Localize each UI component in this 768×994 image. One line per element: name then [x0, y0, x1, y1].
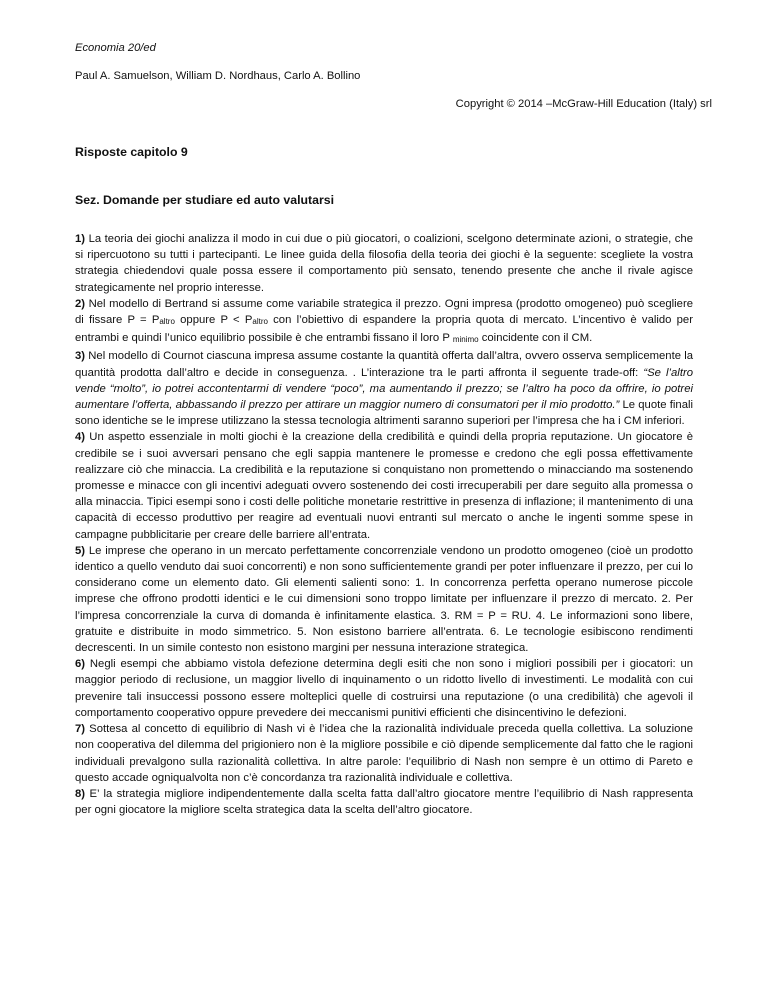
subscript: altro [159, 317, 175, 327]
subscript: altro [252, 317, 268, 327]
answer-text: Negli esempi che abbiamo vistola defezione determina degli esiti che non sono i migliori possibili per i giocatori: un maggior periodo di reclusione, un maggior livello di inquinamento o un ridotto livello di investimenti. Le modalità con cui prevenire tali insuccessi possono essere molteplici quelle di costruirsi una reputazione (o una credibilità) che agevoli il comportamento cooperativo oppure prevedere dei meccanismi punitivi efficienti che disincentivino le defezioni. [75, 658, 694, 719]
answer-8 [75, 786, 693, 818]
answer-text: Nel modello di Bertrand si assume come variabile strategica il prezzo. Ogni impresa (prodotto omogeneo) può scegliere di fissare P = P [75, 297, 693, 327]
chapter-title: Risposte capitolo 9 [75, 145, 188, 159]
answer-text: La teoria dei giochi analizza il modo in cui due o più giocatori, o coalizioni, scelgono determinate azioni, o strategie, che si ripercuotono su tutti i partecipanti. Le linee guida della filosofia della teoria dei giochi è la seguente: scegliete la vostra strategia chiedendovi quale possa essere il comportamento più sensato, tenendo presente che anche il rivale agisce strategicamente nel proprio interesse. [75, 233, 693, 294]
answer-number: 5) [75, 544, 86, 557]
answer-number: 2) [75, 297, 86, 310]
book-title: Economia 20/ed [75, 42, 156, 54]
answer-1 [75, 231, 693, 296]
answer-number: 3) [75, 350, 86, 363]
answer-text: E’ la strategia migliore indipendentemente dalla scelta fatta dall’altro giocatore mentre l’equilibrio di Nash rappresenta per ogni giocatore la migliore scelta strategica data la scelta dell’altro giocatore. [75, 787, 694, 817]
answer-5 [75, 543, 693, 656]
answer-number: 7) [75, 723, 86, 736]
quoted-trade-off: “Se l’altro vende “molto”, io potrei accontentarmi di vendere “poco”, ma aumentando il prezzo; se l’altro ha poco da offrire, io potrei aumentare l’offerta, abbassando il prezzo per attirare un maggior numero di consumatori per il mio prodotto.” [75, 366, 693, 412]
answer-7 [75, 721, 693, 786]
answer-text: coincidente con il CM. [478, 332, 593, 345]
answer-6 [75, 656, 693, 721]
answer-number: 4) [75, 431, 86, 444]
copyright-line: Copyright © 2014 –McGraw-Hill Education (Italy) srl [455, 98, 712, 110]
answer-text: oppure P < P [174, 314, 253, 327]
answer-text: con l’obiettivo di espandere la propria quota di mercato. L’incentivo è valido per entrambi e quindi l’unico equilibrio possibile è che entrambi fissano il loro P [75, 314, 693, 345]
answer-number: 6) [75, 658, 86, 671]
answer-4 [75, 429, 693, 542]
answer-number: 8) [75, 787, 86, 800]
answer-text: Nel modello di Cournot ciascuna impresa assume costante la quantità offerta dall’altra, ovvero osserva semplicemente la quantità prodotta dall’altro e decide in conseguenza. . L’interazione tra le parti affronta il seguente trade-off: [75, 350, 693, 379]
subscript: minimo [452, 335, 479, 345]
answer-3 [75, 348, 693, 429]
answer-text: Le imprese che operano in un mercato perfettamente concorrenziale vendono un prodotto omogeneo (cioè un prodotto identico a quello venduto dai suoi concorrenti) e non sono sufficientemente grandi per poter influenzare il prezzo, per cui lo considerano come un elemento dato. Gli elementi salienti sono: 1. In concorrenza perfetta operano numerose piccole imprese che offrono prodotti identici e le cui dimensioni sono troppo limitate per influenzare il prezzo di mercato. 2. Per l’impresa concorrenziale la curva di domanda è infinitamente elastica. 3. RM = P = RU. 4. Le informazioni sono libere, gratuite e distribuite in modo simmetrico. 5. Non esistono barriere all’entrata. 6. Le tecnologie esibiscono rendimenti decrescenti. In un simile contesto non esistono margini per nessuna interazione strategica. [75, 544, 693, 655]
answer-number: 1) [75, 233, 86, 245]
answers-body [75, 231, 693, 818]
answer-text: Le quote finali sono identiche se le imprese utilizzano la stessa tecnologia altrimenti saranno superiori per l’impresa che ha i CM inferiori. [75, 399, 693, 428]
section-heading: Sez. Domande per studiare ed auto valutarsi [75, 193, 334, 207]
answer-text: Un aspetto essenziale in molti giochi è la creazione della credibilità e quindi della propria reputazione. Un giocatore è credibile se i suoi avversari pensano che egli sappia mantenere le promesse e credono che egli possa effettivamente realizzare ciò che minaccia. La credibilità e la reputazione si conquistano non promettendo o minacciando ma sostenendo promesse e minacce con gli incentivi adeguati ovvero sostenendo dei costi irrecuperabili per dare seguito alla promessa o alla minaccia. Tipici esempi sono i costi delle politiche monetarie restrittive in presenza di inflazione; il mantenimento di una capacità di eccesso produttivo per reagire ad eventuali nuovi entranti sul mercato o anche le ingenti somme spese in campagne pubblicitarie per creare delle barriere all’entrata. [75, 431, 693, 541]
answer-2 [75, 296, 693, 349]
answer-text: Sottesa al concetto di equilibrio di Nash vi è l’idea che la razionalità individuale preceda quella collettiva. La soluzione non cooperativa del dilemma del prigioniero non è la migliore possibile e ciò dipende semplicemente dal fatto che le ragioni individuali prevalgono sulla razionalità collettiva. In altre parole: l’equilibrio di Nash non sempre è un ottimo di Pareto e questo accade ogniqualvolta non c’è concordanza tra razionalità individuale e collettiva. [75, 723, 693, 784]
authors-line: Paul A. Samuelson, William D. Nordhaus, Carlo A. Bollino [75, 70, 361, 82]
